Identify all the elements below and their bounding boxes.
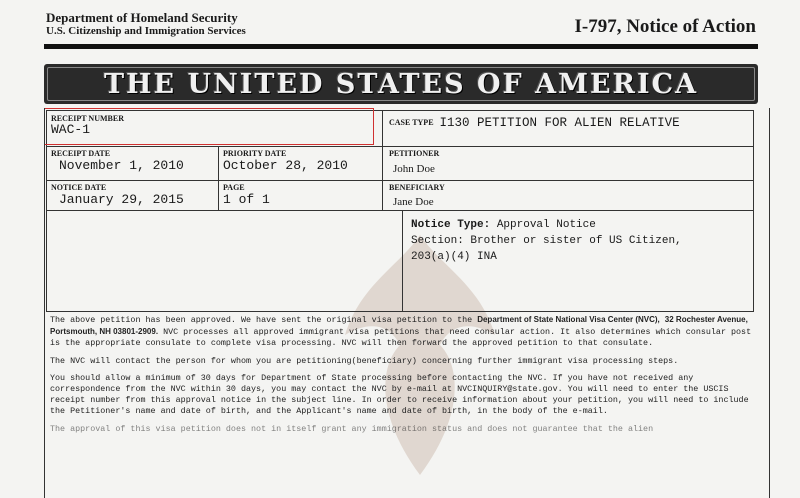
body-p1-part-a: The above petition has been approved. We have sent the original visa petition to the [50, 315, 473, 325]
notice-type-label: Notice Type: [411, 219, 491, 231]
body-paragraph-4: The approval of this visa petition does not in itself grant any immigration status and does not guarantee that the alien [50, 423, 654, 434]
agency-name: Department of Homeland Security [46, 10, 238, 25]
priority-date-label: PRIORITY DATE [223, 149, 287, 158]
case-type-cell [383, 111, 753, 147]
receipt-number-highlight [44, 108, 374, 145]
petitioner-label: PETITIONER [389, 149, 440, 158]
body-paragraph-3: You should allow a minimum of 30 days for Department of State processing before contacting the NVC. If you have not received any correspondence from the NVC within 30 days, you may contact the NVC by e-mail at NVCINQUIRY@state.gov. You will need to enter the USCIS receipt number from this approval notice in the subject line. In order to receive information about your petition, you will need to include the Petitioner's name and date of birth, and the Applicant's name and date of birth, in the body of the e-mail. [50, 372, 749, 417]
receipt-date-cell [47, 147, 219, 181]
beneficiary-cell [383, 181, 753, 211]
page-cell [219, 181, 383, 211]
notice-body-text [50, 314, 765, 441]
page-value: 1 of 1 [223, 192, 270, 207]
usa-banner [44, 64, 758, 104]
notice-date-value: January 29, 2015 [59, 192, 184, 207]
body-p1-nvc-address: 32 Rochester Avenue, Portsmouth, NH 03801-2909. [50, 315, 748, 337]
petitioner-value: John Doe [393, 163, 435, 175]
body-paragraph-2: The NVC will contact the person for whom you are petitioning(beneficiary) concerning further immigrant visa processing steps. [50, 355, 679, 366]
banner-text: THE UNITED STATES OF AMERICA [103, 68, 699, 100]
body-p1-nvc-name: Department of State National Visa Center (NVC), [477, 315, 660, 324]
notice-date-label: NOTICE DATE [51, 183, 107, 192]
notice-details [411, 217, 747, 265]
page-label: PAGE [223, 183, 245, 192]
agency-subname: U.S. Citizenship and Immigration Services [46, 25, 246, 37]
notice-type-value: Approval Notice [496, 219, 596, 231]
header-rule [44, 44, 758, 49]
body-p1-part-d: NVC processes all approved immigrant visa petitions that need consular action. It also determines which consular post is the appropriate consulate to complete visa processing. NVC will then forward the approved petition to that consulate. [50, 327, 752, 349]
receipt-date-value: November 1, 2010 [59, 158, 184, 173]
receipt-number-value: WAC-1 [51, 122, 91, 137]
receipt-number-label: RECEIPT NUMBER [51, 114, 124, 123]
petitioner-cell [383, 147, 753, 181]
body-paragraph-1 [50, 314, 765, 350]
receipt-date-label: RECEIPT DATE [51, 149, 111, 158]
form-title: I-797, Notice of Action [574, 16, 756, 37]
notice-date-cell [47, 181, 219, 211]
notice-section-line2: 203(a)(4) INA [411, 251, 497, 263]
notice-section-line1: Section: Brother or sister of US Citizen, [411, 235, 682, 247]
case-type-label: CASE TYPE [389, 118, 434, 127]
priority-date-cell [219, 147, 383, 181]
beneficiary-label: BENEFICIARY [389, 183, 445, 192]
priority-date-value: October 28, 2010 [223, 158, 348, 173]
case-type-value: I130 PETITION FOR ALIEN RELATIVE [439, 116, 680, 130]
beneficiary-value: Jane Doe [393, 196, 434, 208]
address-area [47, 211, 403, 311]
